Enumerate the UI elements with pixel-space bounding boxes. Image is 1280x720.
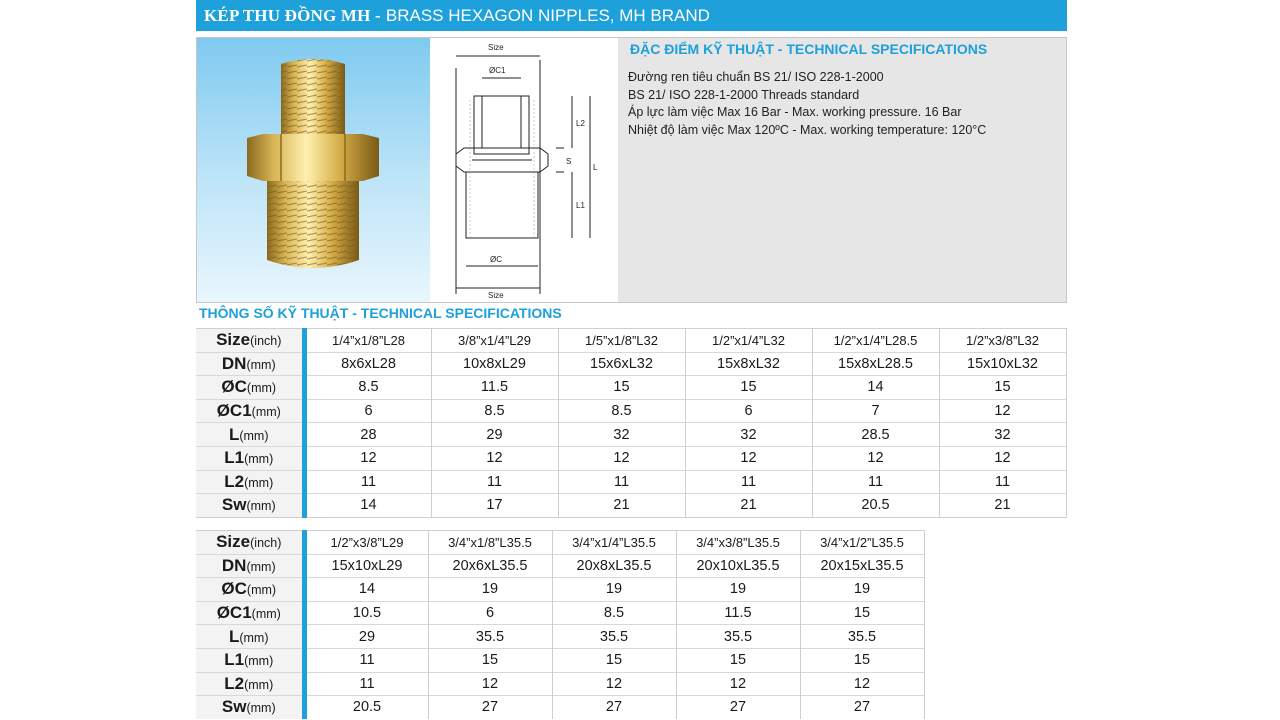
table-cell: 12 <box>939 399 1066 423</box>
table-cell: 20x10xL35.5 <box>676 554 800 578</box>
spec-line: Đường ren tiêu chuẩn BS 21/ ISO 228-1-2000 <box>628 70 884 84</box>
table-cell: 7 <box>812 399 939 423</box>
spec-line: BS 21/ ISO 228-1-2000 Threads standard <box>628 87 860 102</box>
row-label-unit: (mm) <box>251 405 281 420</box>
specs-title: ĐẶC ĐIỂM KỸ THUẬT - TECHNICAL SPECIFICATIONS <box>630 41 988 57</box>
product-photo <box>197 38 431 302</box>
table-cell: 1/5”x1/8”L32 <box>558 329 685 353</box>
table-cell: 15 <box>685 376 812 400</box>
table-cell: 20x6xL35.5 <box>428 554 552 578</box>
table-cell: 11 <box>812 470 939 494</box>
table-cell: 19 <box>552 578 676 602</box>
table-cell: 6 <box>304 399 431 423</box>
row-label-unit: (mm) <box>246 559 276 574</box>
table-cell: 15 <box>428 648 552 672</box>
table-cell: 11 <box>304 470 431 494</box>
row-label-main: ØC <box>221 377 247 397</box>
table-row <box>196 578 924 602</box>
header-band <box>196 0 1067 31</box>
row-label <box>196 376 304 400</box>
product-sheet <box>196 0 1067 720</box>
table-cell: 10x8xL29 <box>431 352 558 376</box>
row-label-main: ØC1 <box>216 401 252 421</box>
top-panel <box>196 37 1067 303</box>
row-label <box>196 696 304 719</box>
table-cell: 12 <box>304 446 431 470</box>
table-cell: 20.5 <box>304 696 428 719</box>
table-row <box>196 423 1066 447</box>
row-label-unit: (mm) <box>246 701 276 716</box>
table-row <box>196 470 1066 494</box>
dim-l2: L2 <box>576 119 585 128</box>
dim-oc: ØC <box>490 255 502 264</box>
table-row <box>196 531 924 555</box>
table-cell: 12 <box>800 672 924 696</box>
row-label-unit: (mm) <box>246 357 276 372</box>
table-cell: 3/4”x1/8”L35.5 <box>428 531 552 555</box>
row-label-main: ØC <box>221 579 247 599</box>
table-cell: 11 <box>431 470 558 494</box>
row-label-main: L <box>228 626 240 646</box>
row-label-unit: (mm) <box>246 499 276 514</box>
table-cell: 29 <box>304 625 428 649</box>
table-cell: 35.5 <box>676 625 800 649</box>
row-label <box>196 554 304 578</box>
table-cell: 21 <box>558 494 685 518</box>
spec-table-2 <box>196 530 925 719</box>
row-label-main: L2 <box>224 471 245 491</box>
table-cell: 35.5 <box>800 625 924 649</box>
row-label-main: L1 <box>224 650 245 670</box>
table-cell: 14 <box>304 578 428 602</box>
table-row <box>196 554 924 578</box>
table-cell: 1/2”x3/8”L29 <box>304 531 428 555</box>
table-cell: 12 <box>939 446 1066 470</box>
table-cell: 12 <box>552 672 676 696</box>
row-label-unit: (mm) <box>244 677 274 692</box>
brass-nipple-icon <box>197 38 430 302</box>
table-cell: 17 <box>431 494 558 518</box>
table-cell: 19 <box>800 578 924 602</box>
table-cell: 12 <box>431 446 558 470</box>
row-label <box>196 648 304 672</box>
table-cell: 21 <box>939 494 1066 518</box>
table-cell: 19 <box>676 578 800 602</box>
row-label-unit: (inch) <box>250 536 282 551</box>
row-label <box>196 423 304 447</box>
row-label-main: L <box>228 424 240 444</box>
table-cell: 28.5 <box>812 423 939 447</box>
table-cell: 15 <box>800 601 924 625</box>
row-label-main: DN <box>221 353 247 373</box>
table-cell: 35.5 <box>552 625 676 649</box>
table-cell: 11 <box>939 470 1066 494</box>
table-cell: 8.5 <box>558 399 685 423</box>
dim-s: S <box>566 157 572 166</box>
header-title-vn: KÉP THU ĐỒNG MH - <box>204 5 381 25</box>
row-label <box>196 470 304 494</box>
table-cell: 6 <box>428 601 552 625</box>
spec-line: Nhiệt độ làm việc Max 120ºC - Max. working temperature: 120°C <box>628 122 987 137</box>
table-cell: 15 <box>552 648 676 672</box>
dim-l: L <box>593 163 598 172</box>
table-cell: 11 <box>685 470 812 494</box>
table-cell: 15x6xL32 <box>558 352 685 376</box>
row-label <box>196 625 304 649</box>
row-label-main: Size <box>216 532 251 552</box>
table-cell: 11.5 <box>676 601 800 625</box>
dim-l1: L1 <box>576 201 585 210</box>
table-cell: 15x10xL29 <box>304 554 428 578</box>
row-label <box>196 531 304 555</box>
table-cell: 29 <box>431 423 558 447</box>
table-cell: 27 <box>800 696 924 719</box>
row-label <box>196 494 304 518</box>
table-row <box>196 601 924 625</box>
table-cell: 1/4”x1/8”L28 <box>304 329 431 353</box>
table-row <box>196 648 924 672</box>
table-cell: 3/8”x1/4”L29 <box>431 329 558 353</box>
row-label-unit: (mm) <box>239 630 269 645</box>
table-cell: 11 <box>558 470 685 494</box>
dim-size-top: Size <box>488 43 504 52</box>
table-cell: 12 <box>812 446 939 470</box>
specs-list <box>628 69 986 139</box>
technical-specifications-panel <box>618 38 1066 302</box>
table-cell: 32 <box>939 423 1066 447</box>
table-cell: 8.5 <box>304 376 431 400</box>
row-label-main: Size <box>216 330 251 350</box>
row-label <box>196 399 304 423</box>
table-cell: 11 <box>304 672 428 696</box>
table-cell: 15 <box>800 648 924 672</box>
table-cell: 32 <box>685 423 812 447</box>
table-cell: 11 <box>304 648 428 672</box>
table-row <box>196 352 1066 376</box>
table-cell: 8x6xL28 <box>304 352 431 376</box>
table-row <box>196 672 924 696</box>
table-cell: 20x15xL35.5 <box>800 554 924 578</box>
table-cell: 3/4”x1/4”L35.5 <box>552 531 676 555</box>
row-label <box>196 578 304 602</box>
row-label-main: DN <box>221 555 247 575</box>
table-cell: 27 <box>552 696 676 719</box>
table-row <box>196 446 1066 470</box>
row-label-main: Sw <box>221 697 247 717</box>
table-cell: 8.5 <box>431 399 558 423</box>
row-label-unit: (mm) <box>244 452 274 467</box>
table-row <box>196 696 924 719</box>
table-cell: 12 <box>685 446 812 470</box>
row-label-main: L1 <box>224 448 245 468</box>
dim-oc1: ØC1 <box>489 66 506 75</box>
table-row <box>196 399 1066 423</box>
table-cell: 32 <box>558 423 685 447</box>
row-label-unit: (mm) <box>246 381 277 396</box>
row-label-unit: (mm) <box>239 428 269 443</box>
row-label <box>196 446 304 470</box>
table-cell: 3/4”x1/2”L35.5 <box>800 531 924 555</box>
technical-drawing <box>430 38 619 302</box>
table-cell: 10.5 <box>304 601 428 625</box>
header-title-en: BRASS HEXAGON NIPPLES, MH BRAND <box>385 5 710 25</box>
table-cell: 19 <box>428 578 552 602</box>
table-cell: 12 <box>558 446 685 470</box>
table-cell: 1/2”x3/8”L32 <box>939 329 1066 353</box>
spec-line: Áp lực làm việc Max 16 Bar - Max. working pressure. 16 Bar <box>628 105 962 119</box>
table-cell: 27 <box>428 696 552 719</box>
row-label-unit: (mm) <box>246 583 277 598</box>
table-cell: 20x8xL35.5 <box>552 554 676 578</box>
table-cell: 15 <box>676 648 800 672</box>
section-title: THÔNG SỐ KỸ THUẬT - TECHNICAL SPECIFICATIONS <box>199 305 562 321</box>
table-cell: 15x10xL32 <box>939 352 1066 376</box>
table-cell: 35.5 <box>428 625 552 649</box>
row-label-main: L2 <box>224 673 245 693</box>
table-cell: 12 <box>428 672 552 696</box>
table-cell: 15 <box>939 376 1066 400</box>
table-row <box>196 494 1066 518</box>
row-label-unit: (mm) <box>244 654 274 669</box>
row-label-unit: (mm) <box>251 607 281 622</box>
table-cell: 27 <box>676 696 800 719</box>
table-cell: 15x8xL32 <box>685 352 812 376</box>
table-cell: 15x8xL28.5 <box>812 352 939 376</box>
table-cell: 15 <box>558 376 685 400</box>
table-cell: 20.5 <box>812 494 939 518</box>
dim-size-bottom: Size <box>488 291 504 300</box>
table-cell: 3/4”x3/8”L35.5 <box>676 531 800 555</box>
table-row <box>196 376 1066 400</box>
table-cell: 11.5 <box>431 376 558 400</box>
table-row <box>196 329 1066 353</box>
spec-table-1 <box>196 328 1067 518</box>
table-cell: 8.5 <box>552 601 676 625</box>
table-cell: 21 <box>685 494 812 518</box>
table-cell: 28 <box>304 423 431 447</box>
table-cell: 12 <box>676 672 800 696</box>
table-cell: 14 <box>812 376 939 400</box>
row-label-main: Sw <box>221 495 247 515</box>
row-label <box>196 329 304 353</box>
row-label <box>196 352 304 376</box>
table-cell: 1/2”x1/4”L28.5 <box>812 329 939 353</box>
row-label <box>196 672 304 696</box>
row-label-unit: (mm) <box>244 475 274 490</box>
table-row <box>196 625 924 649</box>
row-label-main: ØC1 <box>216 603 252 623</box>
table-cell: 14 <box>304 494 431 518</box>
row-label <box>196 601 304 625</box>
table-cell: 1/2”x1/4”L32 <box>685 329 812 353</box>
table-cell: 6 <box>685 399 812 423</box>
row-label-unit: (inch) <box>250 334 282 349</box>
